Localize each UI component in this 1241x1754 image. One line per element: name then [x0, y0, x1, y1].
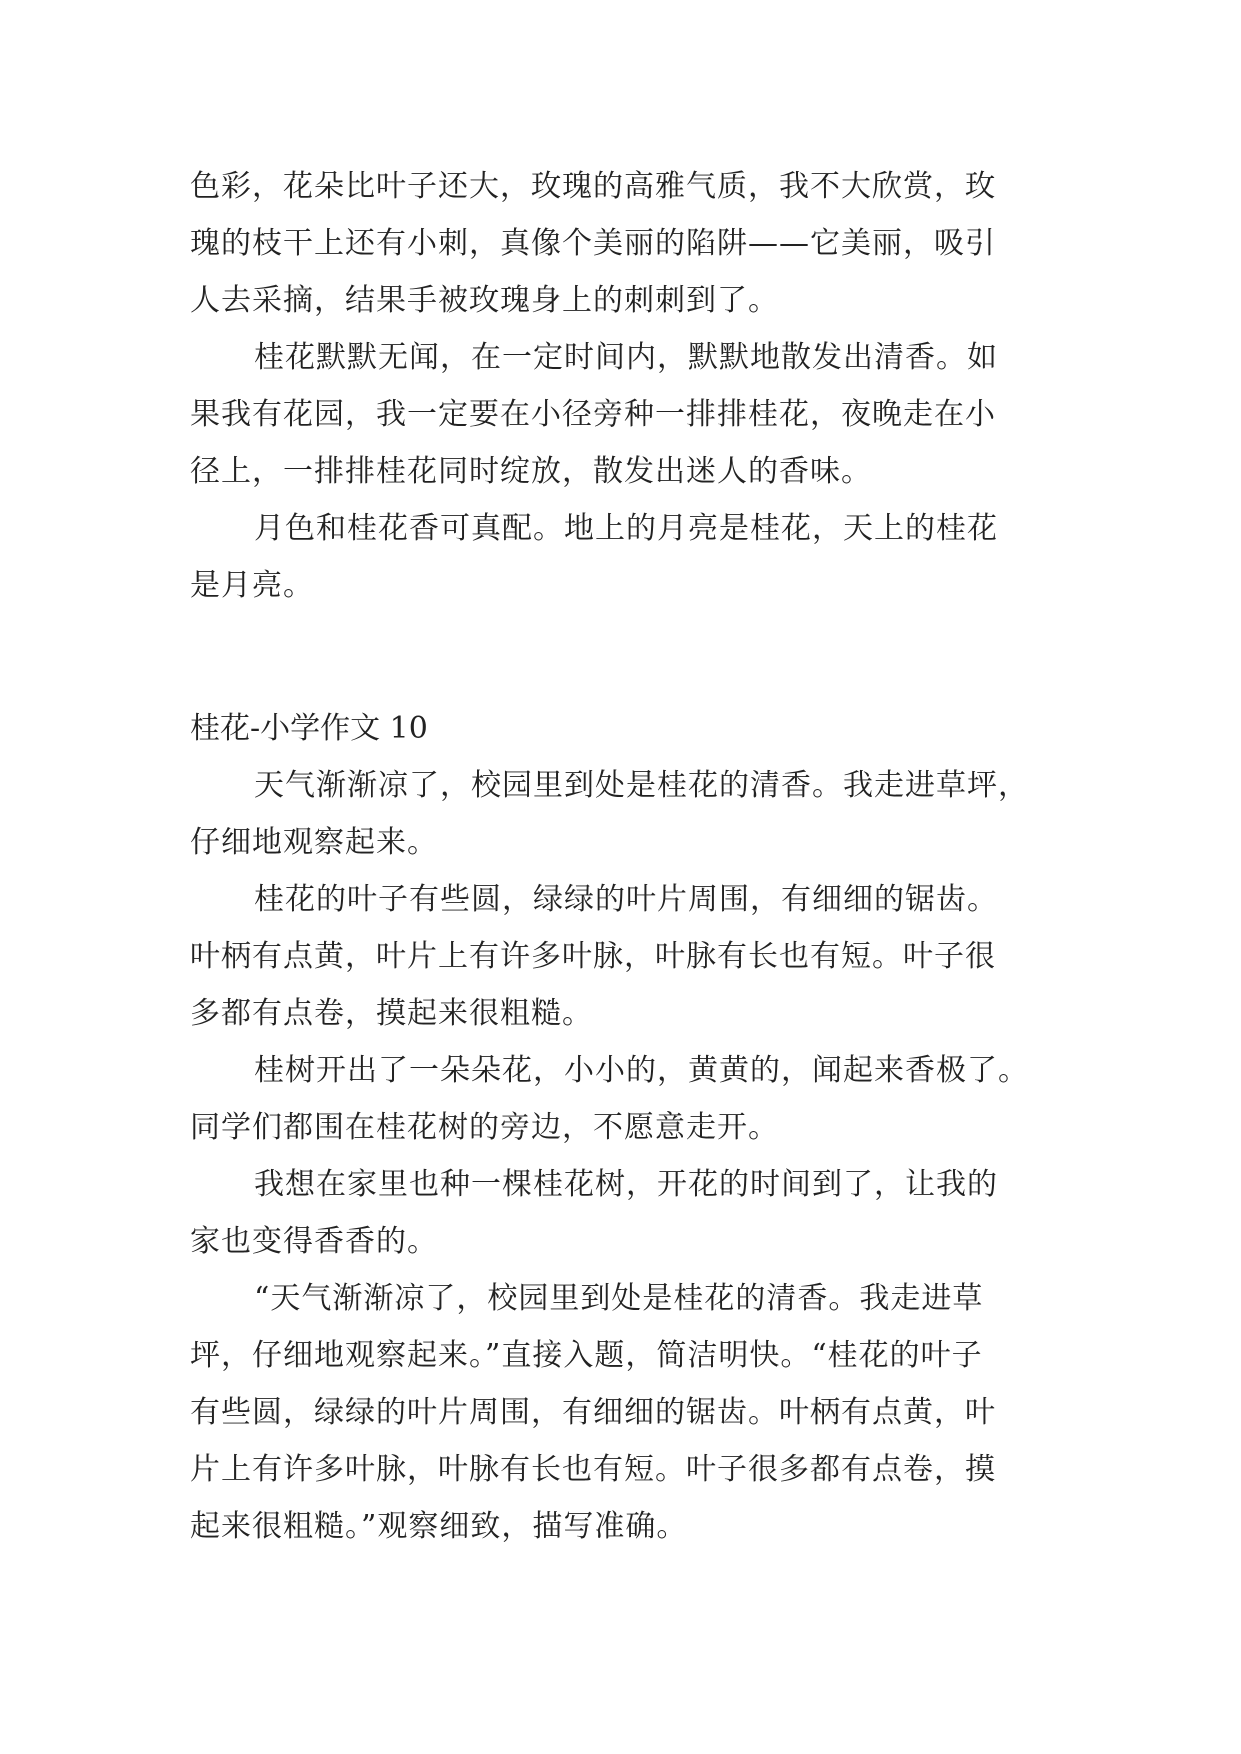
text-line: 月色和桂花香可真配。地上的月亮是桂花，天上的桂花: [254, 511, 998, 546]
essay-paragraph-4: [190, 1156, 1050, 1270]
text-line: 桂花的叶子有些圆，绿绿的叶片周围，有细细的锯齿。: [254, 882, 998, 917]
text-line: 有些圆，绿绿的叶片周围，有细细的锯齿。叶柄有点黄，叶: [190, 1395, 996, 1430]
text-line: 人去采摘，结果手被玫瑰身上的刺刺到了。: [190, 283, 779, 318]
text-line: 起来很粗糙。”观察细致，描写准确。: [190, 1509, 688, 1544]
text-line: 家也变得香香的。: [190, 1224, 438, 1259]
paragraph-osmanthus-silent: [190, 329, 1050, 500]
document-body: [190, 158, 1050, 1555]
text-line: 桂花默默无闻，在一定时间内，默默地散发出清香。如: [254, 340, 998, 375]
essay-paragraph-1: [190, 757, 1050, 871]
text-line: 片上有许多叶脉，叶脉有长也有短。叶子很多都有点卷，摸: [190, 1452, 996, 1487]
text-line: “天气渐渐凉了，校园里到处是桂花的清香。我走进草: [254, 1281, 984, 1316]
text-line: 径上，一排排桂花同时绽放，散发出迷人的香味。: [190, 454, 872, 489]
text-line: 坪，仔细地观察起来。”直接入题，简洁明快。“桂花的叶子: [190, 1338, 983, 1373]
text-line: 桂树开出了一朵朵花，小小的，黄黄的，闻起来香极了。: [254, 1053, 1029, 1088]
text-line: 叶柄有点黄，叶片上有许多叶脉，叶脉有长也有短。叶子很: [190, 939, 996, 974]
paragraph-moon: [190, 500, 1050, 614]
text-line: 我想在家里也种一棵桂花树，开花的时间到了，让我的: [254, 1167, 998, 1202]
essay-paragraph-2: [190, 871, 1050, 1042]
text-line: 天气渐渐凉了，校园里到处是桂花的清香。我走进草坪，: [254, 768, 1029, 803]
paragraph-rose-continuation: [190, 158, 1050, 329]
text-line: 多都有点卷，摸起来很粗糙。: [190, 996, 593, 1031]
text-line: 瑰的枝干上还有小刺，真像个美丽的陷阱——它美丽，吸引: [190, 226, 996, 261]
text-line: 仔细地观察起来。: [190, 825, 438, 860]
essay-title: 桂花-小学作文 10: [190, 711, 428, 746]
text-line: 是月亮。: [190, 568, 314, 603]
essay-paragraph-5-commentary: [190, 1270, 1050, 1555]
text-line: 果我有花园，我一定要在小径旁种一排排桂花，夜晚走在小: [190, 397, 996, 432]
text-line: 同学们都围在桂花树的旁边，不愿意走开。: [190, 1110, 779, 1145]
essay-paragraph-3: [190, 1042, 1050, 1156]
text-line: 色彩，花朵比叶子还大，玫瑰的高雅气质，我不大欣赏，玫: [190, 169, 996, 204]
